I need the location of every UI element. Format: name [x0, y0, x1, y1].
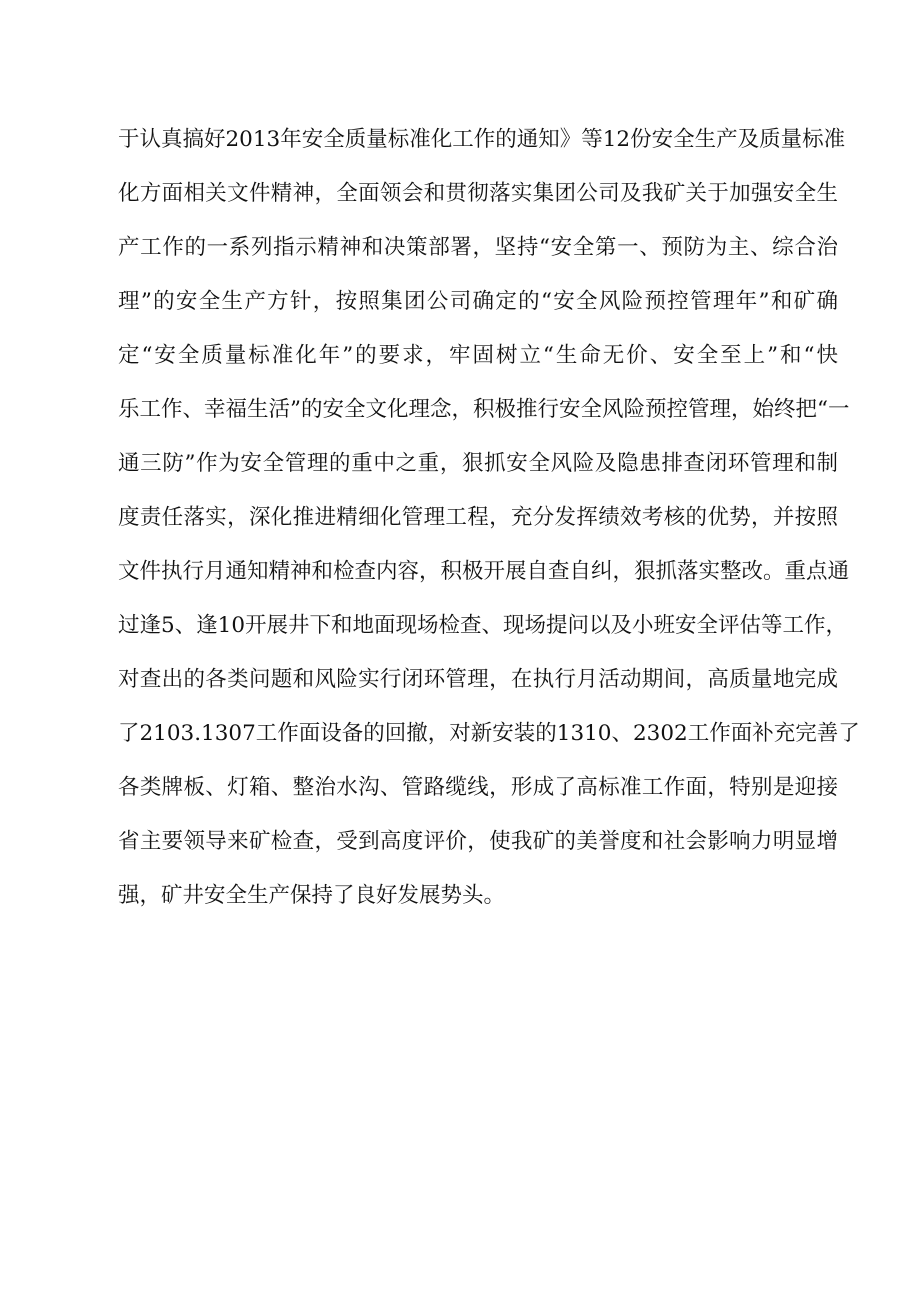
paragraph-line: 省主要领导来矿检查，受到高度评价，使我矿的美誉度和社会影响力明显增 — [118, 829, 838, 854]
paragraph-line: 定“安全质量标准化年”的要求，牢固树立“生命无价、安全至上”和“快 — [118, 343, 838, 368]
paragraph-line: 化方面相关文件精神，全面领会和贯彻落实集团公司及我矿关于加强安全生 — [118, 181, 838, 206]
paragraph-line: 于认真搞好2013年安全质量标准化工作的通知》等12份安全生产及质量标准 — [118, 127, 846, 152]
paragraph-line: 产工作的一系列指示精神和决策部署，坚持“安全第一、预防为主、综合治 — [118, 235, 838, 260]
paragraph-line: 度责任落实，深化推进精细化管理工程，充分发挥绩效考核的优势，并按照 — [118, 505, 838, 530]
paragraph-line: 各类牌板、灯箱、整治水沟、管路缆线，形成了高标准工作面，特别是迎接 — [118, 775, 838, 800]
body-paragraph — [118, 113, 860, 923]
paragraph-line: 乐工作、幸福生活”的安全文化理念，积极推行安全风险预控管理，始终把“一 — [118, 397, 850, 422]
paragraph-line: 了2103.1307工作面设备的回撤，对新安装的1310、2302工作面补充完善了 — [118, 721, 860, 746]
paragraph-line: 强，矿井安全生产保持了良好发展势头。 — [118, 883, 506, 908]
paragraph-line: 文件执行月通知精神和检查内容，积极开展自查自纠，狠抓落实整改。重点通 — [118, 559, 850, 584]
paragraph-line: 理”的安全生产方针，按照集团公司确定的“安全风险预控管理年”和矿确 — [118, 289, 838, 314]
paragraph-line: 通三防”作为安全管理的重中之重，狠抓安全风险及隐患排查闭环管理和制 — [118, 451, 838, 476]
paragraph-line: 过逢5、逢10开展井下和地面现场检查、现场提问以及小班安全评估等工作， — [118, 613, 848, 638]
paragraph-line: 对查出的各类问题和风险实行闭环管理，在执行月活动期间，高质量地完成 — [118, 667, 838, 692]
